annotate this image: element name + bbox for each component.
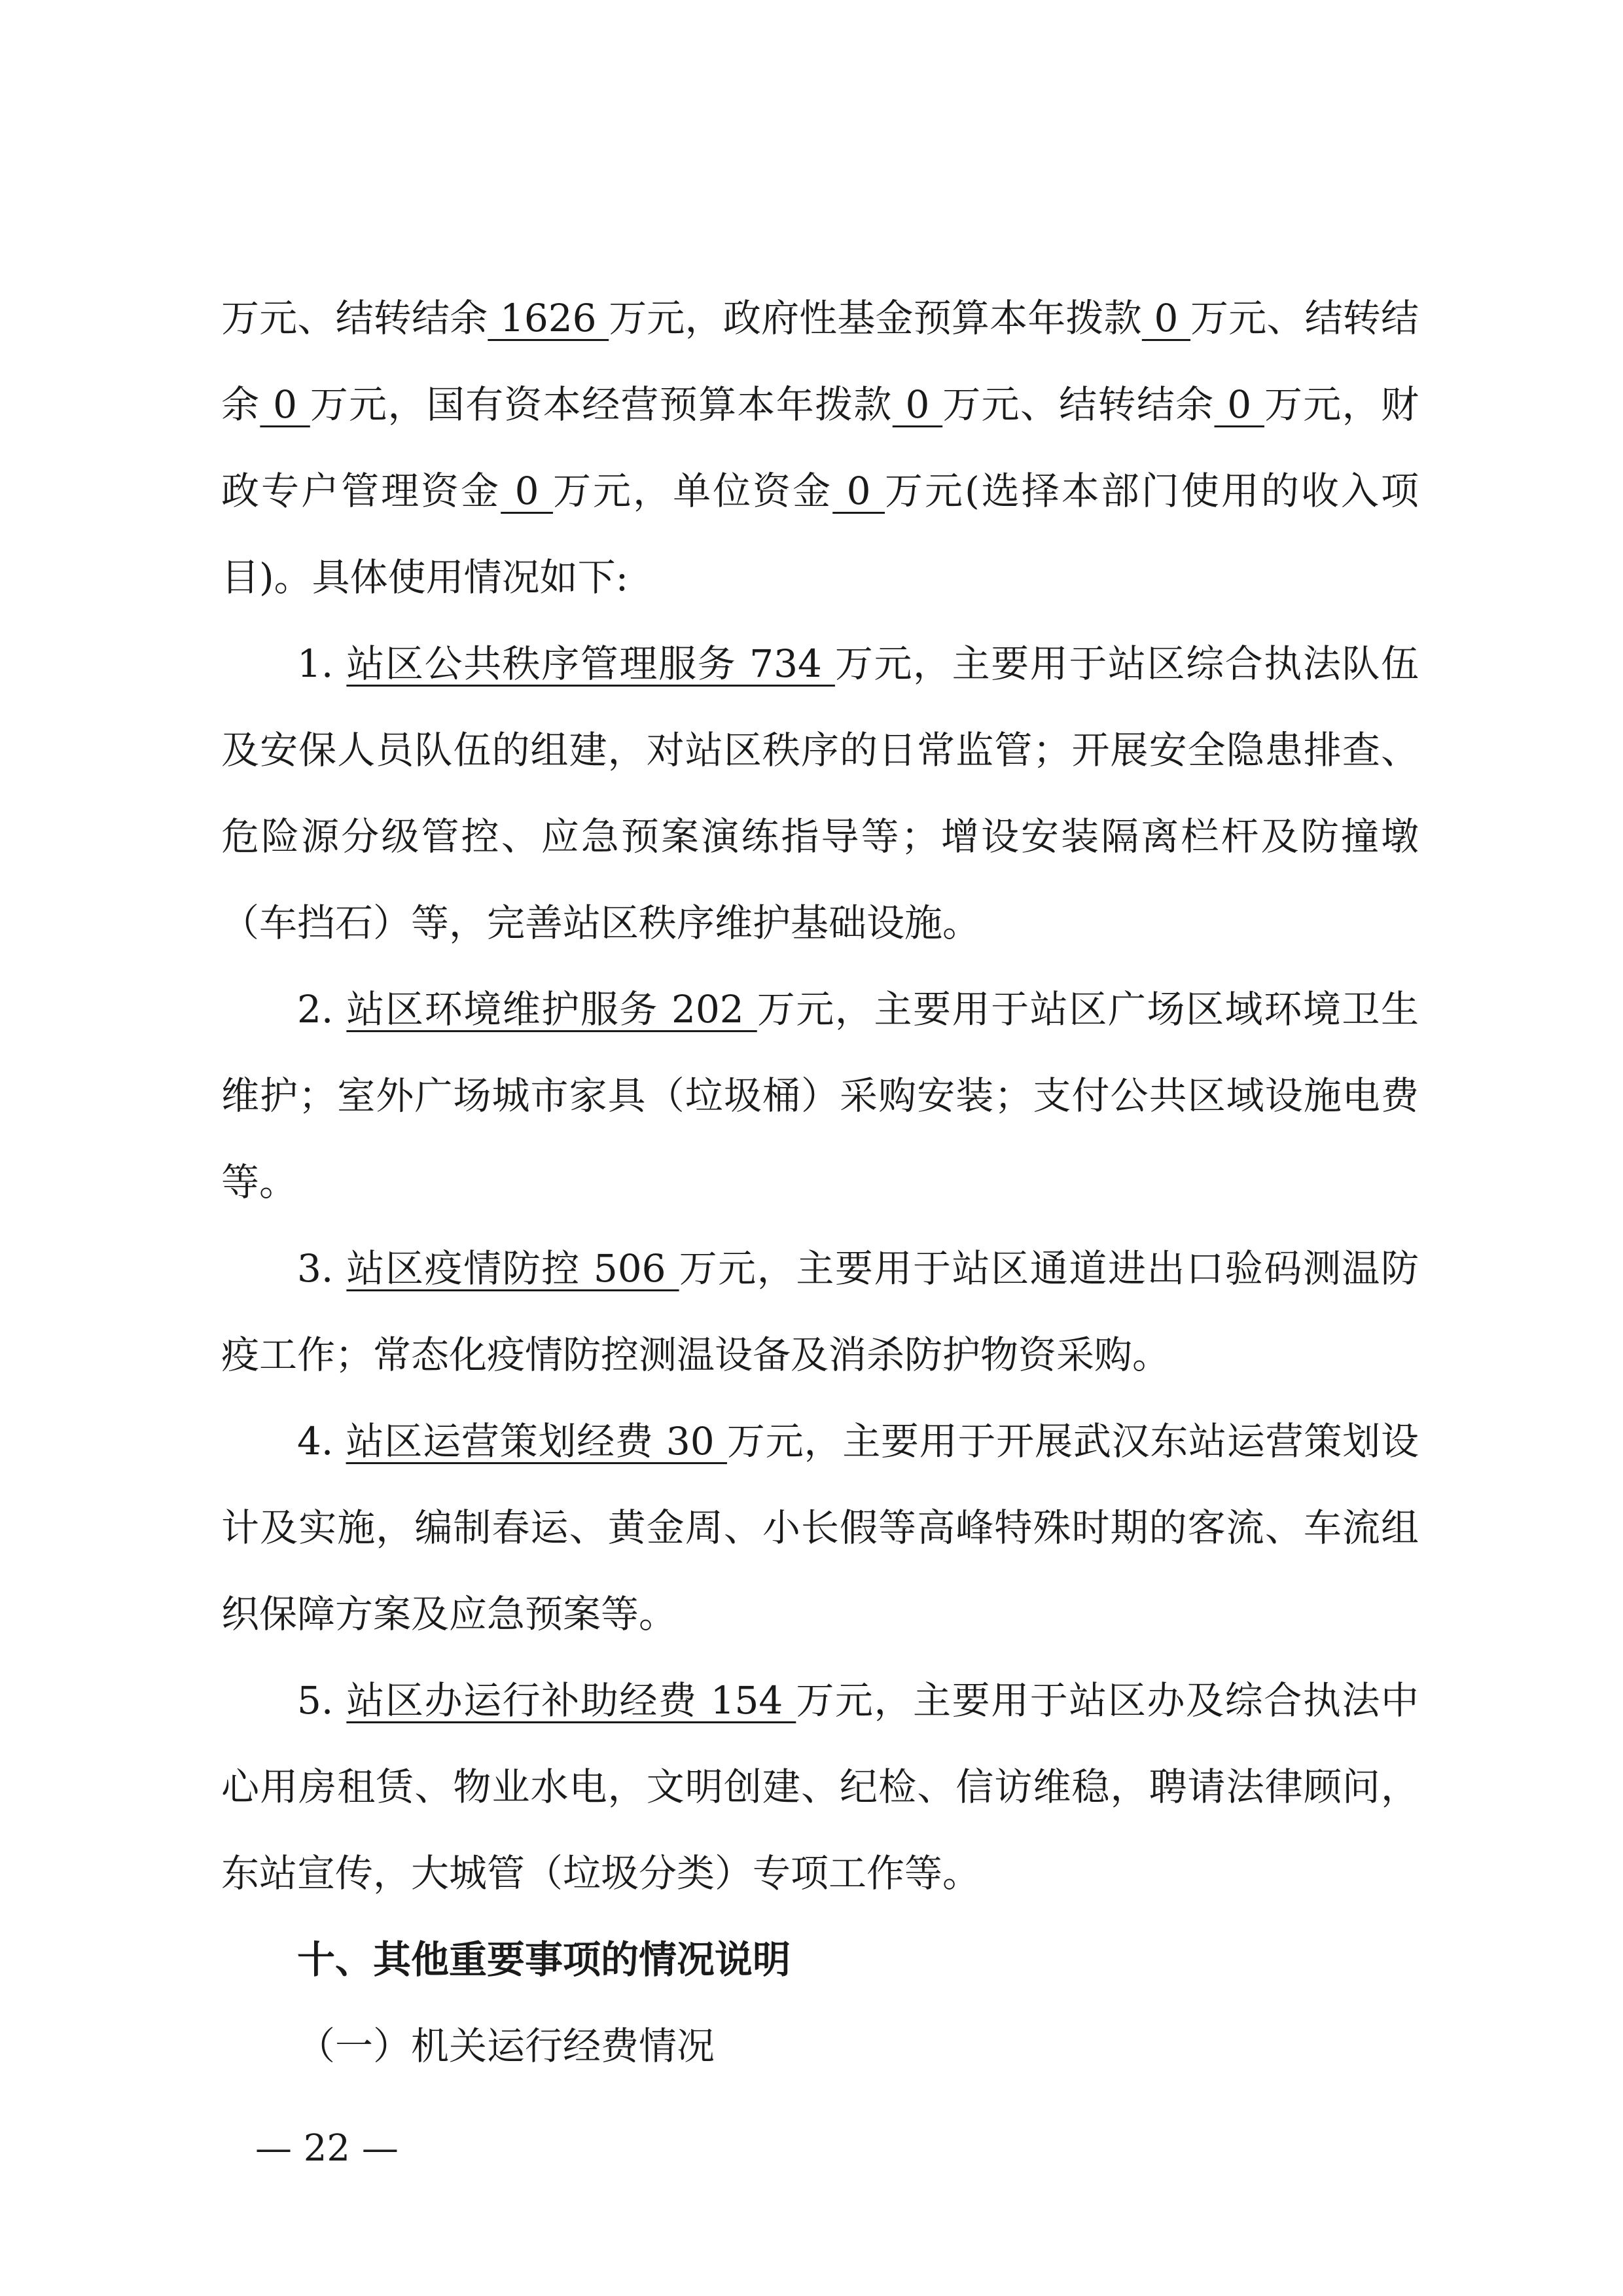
intro-text: 万元，单位资金 bbox=[553, 469, 833, 513]
item-title: 站区办运行补助经费 154 bbox=[346, 1678, 796, 1723]
document-body bbox=[221, 275, 1419, 2089]
intro-paragraph bbox=[221, 275, 1419, 620]
item-paragraph bbox=[221, 620, 1419, 966]
intro-value: 0 bbox=[501, 469, 554, 513]
item-paragraph bbox=[221, 966, 1419, 1225]
intro-value: 0 bbox=[260, 382, 310, 427]
intro-value: 0 bbox=[1141, 296, 1190, 340]
item-title: 站区疫情防控 506 bbox=[346, 1246, 679, 1291]
item-number: 1. bbox=[297, 641, 347, 686]
intro-text: 万元、结转结余 bbox=[221, 296, 1419, 427]
intro-value: 0 bbox=[892, 382, 943, 427]
item-paragraph bbox=[221, 1657, 1419, 1916]
intro-text: 万元，国有资本经营预算本年拨款 bbox=[310, 382, 893, 427]
item-number: 3. bbox=[297, 1246, 347, 1291]
item-text: 万元，主要用于站区通道进出口验码测温防疫工作；常态化疫情防控测温设备及消杀防护物资采购。 bbox=[221, 1246, 1419, 1377]
page-number: — 22 — bbox=[255, 2127, 399, 2170]
subsection-heading: （一）机关运行经费情况 bbox=[297, 2024, 715, 2068]
item-text: 万元，主要用于开展武汉东站运营策划设计及实施，编制春运、黄金周、小长假等高峰特殊时期的客流、车流组织保障方案及应急预案等。 bbox=[221, 1419, 1419, 1636]
item-number: 2. bbox=[297, 987, 347, 1031]
item-text: 万元，主要用于站区办及综合执法中心用房租赁、物业水电，文明创建、纪检、信访维稳，聘请法律顾问，东站宣传，大城管（垃圾分类）专项工作等。 bbox=[221, 1678, 1419, 1895]
item-paragraph bbox=[221, 1225, 1419, 1398]
item-number: 5. bbox=[297, 1678, 347, 1723]
intro-text: 万元，政府性基金预算本年拨款 bbox=[609, 296, 1142, 340]
intro-text: 万元，财政专户管理资金 bbox=[221, 382, 1419, 513]
item-title: 站区公共秩序管理服务 734 bbox=[346, 641, 835, 686]
intro-value: 0 bbox=[1214, 382, 1264, 427]
intro-text: 万元、结转结余 bbox=[221, 296, 488, 340]
item-title: 站区环境维护服务 202 bbox=[346, 987, 757, 1031]
item-text: 万元，主要用于站区广场区域环境卫生维护；室外广场城市家具（垃圾桶）采购安装；支付公共区域设施电费等。 bbox=[221, 987, 1419, 1204]
intro-text: 万元(选择本部门使用的收入项目)。具体使用情况如下: bbox=[221, 469, 1419, 600]
item-title: 站区运营策划经费 30 bbox=[346, 1419, 727, 1463]
intro-value: 0 bbox=[832, 469, 885, 513]
item-number: 4. bbox=[297, 1419, 346, 1463]
intro-value: 1626 bbox=[488, 296, 609, 340]
item-paragraph bbox=[221, 1398, 1419, 1657]
section-heading: 十、其他重要事项的情况说明 bbox=[297, 1937, 791, 1982]
intro-text: 万元、结转结余 bbox=[942, 382, 1215, 427]
item-text: 万元，主要用于站区综合执法队伍及安保人员队伍的组建，对站区秩序的日常监管；开展安全隐患排查、危险源分级管控、应急预案演练指导等；增设安装隔离栏杆及防撞墩（车挡石）等，完善站区秩序维护基础设施。 bbox=[221, 641, 1419, 945]
